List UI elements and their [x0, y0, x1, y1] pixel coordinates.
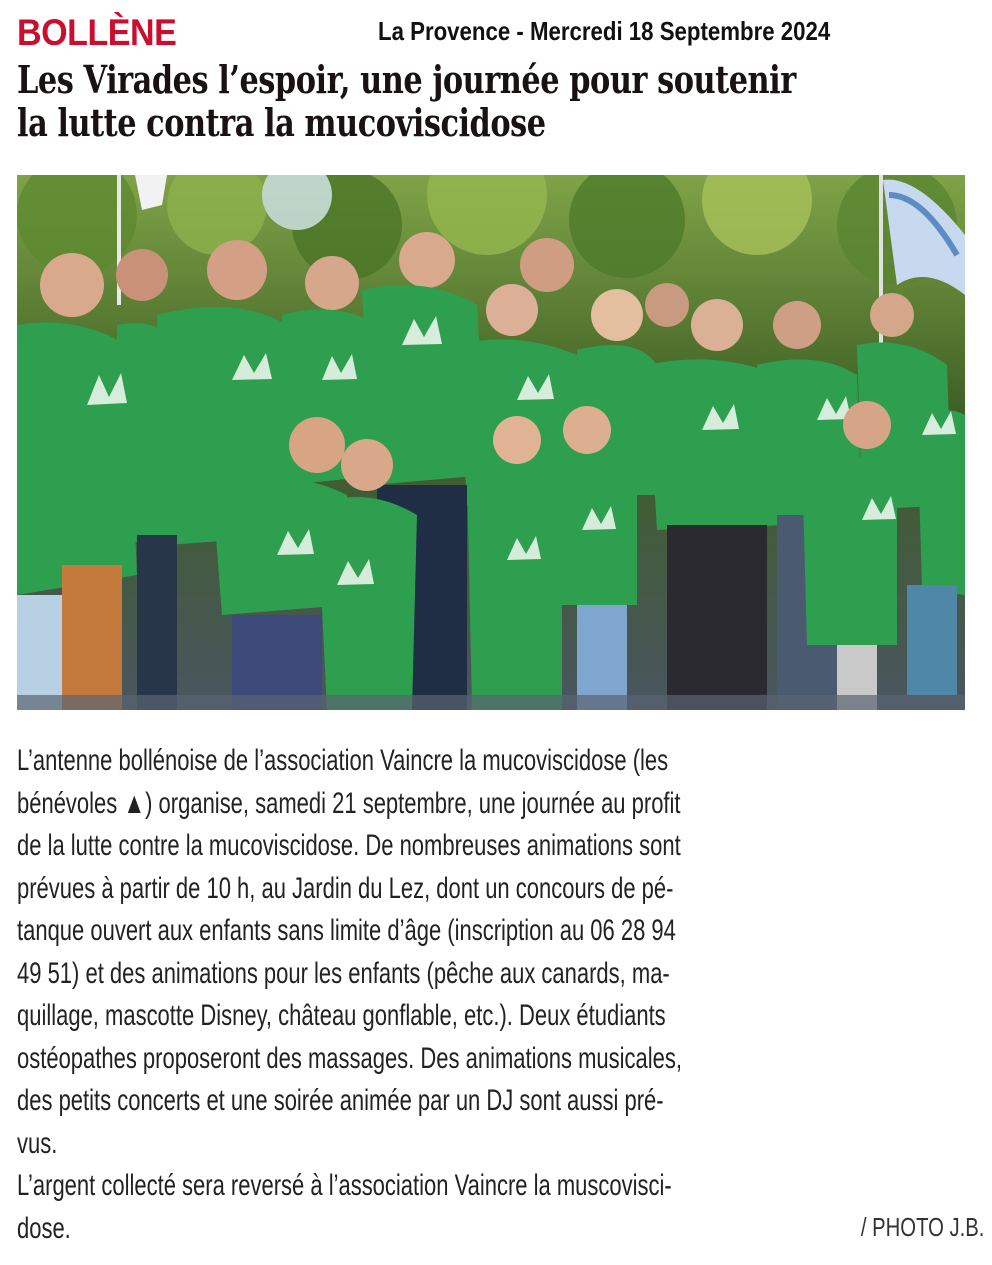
source-date-line: La Provence - Mercredi 18 Septembre 2024 [378, 16, 831, 46]
body-line: L’antenne bollénoise de l’association Vaincre la mucoviscidose (les [17, 744, 669, 777]
body-line: tanque ouvert aux enfants sans limite d’âge (inscription au 06 28 94 [17, 914, 676, 947]
body-line: prévues à partir de 10 h, au Jardin du Lez, dont un concours de pé- [17, 871, 674, 905]
body-line: vus. [17, 1126, 58, 1160]
headline-line: la lutte contra la mucoviscidose [17, 100, 546, 145]
headline-line: Les Virades l’espoir, une journée pour soutenir [17, 57, 796, 102]
body-line: de la lutte contre la mucoviscidose. De nombreuses animations sont [17, 829, 681, 862]
section-rubric: BOLLÈNE [17, 12, 177, 53]
body-line: des petits concerts et une soirée animée par un DJ sont aussi pré- [17, 1084, 664, 1117]
body-line: L’argent collecté sera reversé à l’association Vaincre la muscovisci- [17, 1169, 672, 1202]
body-line: 49 51) et des animations pour les enfants (pêche aux canards, ma- [17, 956, 670, 990]
article-photo [17, 175, 965, 710]
article-body [17, 740, 970, 1250]
pavement [17, 695, 965, 710]
body-line: quillage, mascotte Disney, château gonflable, etc.). Deux étudiants [17, 999, 666, 1032]
body-line: ostéopathes proposeront des massages. Des animations musicales, [17, 1041, 682, 1075]
group-photo-illustration [17, 175, 965, 710]
article-headline [17, 58, 897, 144]
body-line: dose. [17, 1211, 71, 1245]
photo-credit: / PHOTO J.B. [860, 1212, 984, 1242]
body-line: bénévoles ▲) organise, samedi 21 septembre, une journée au profit [17, 786, 681, 820]
